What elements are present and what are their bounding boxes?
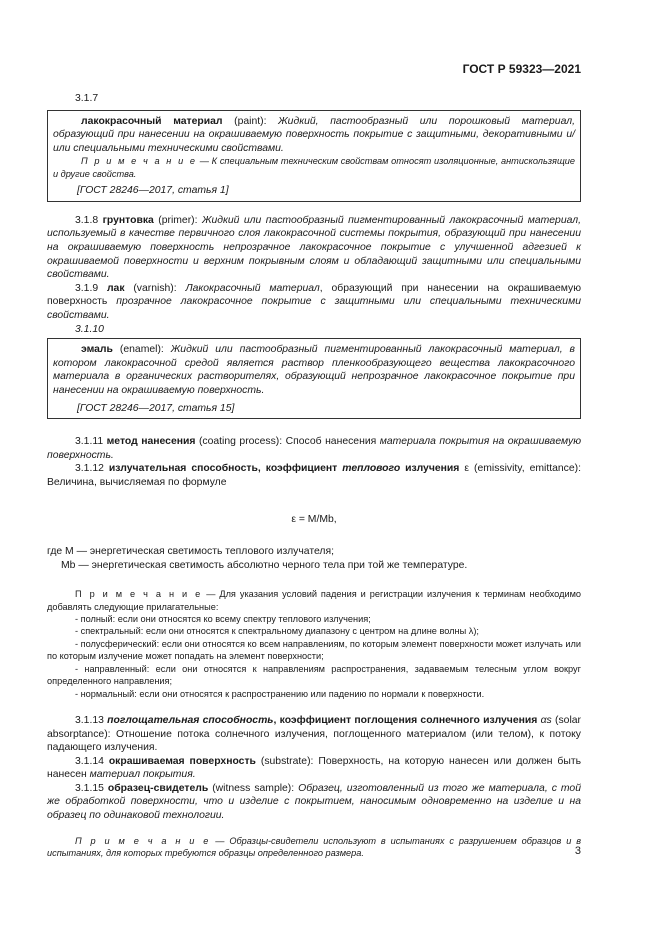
document-code: ГОСТ Р 59323—2021: [462, 62, 581, 76]
term-definition: лакокрасочный материал (paint): Жидкий, пастообразный или порошковый материал, образующий при нанесении на окрашиваемую поверхность покрытие с защитными, декоративными и/или специальными техническими свойствами.: [53, 115, 575, 154]
term-box-enamel: [47, 338, 581, 419]
note-item: - нормальный: если они относятся к распространению или падению по нормали к поверхности.: [75, 688, 485, 699]
formula-where-1: где M — энергетическая светимость теплового излучателя;: [47, 546, 334, 558]
note-item: - направленный: если они относятся к направлениям распространения, задаваемым телесным углом вокруг определенного направления;: [47, 663, 581, 687]
document-body: [47, 92, 581, 859]
term-definition-witness-sample: 3.1.15 образец-свидетель (witness sample): Образец, изготовленный из того же материала, с той же обработкой поверхности, что и изделие с покрытием, наносимым одновременно на изделие и на образец по одинаковой технологии.: [47, 782, 581, 822]
note-item: - полный: если они относятся ко всему спектру теплового излучения;: [75, 614, 371, 625]
term-definition: эмаль (enamel): Жидкий или пастообразный пигментированный лакокрасочный материал, в котором лакокрасочной средой является раствор пленкообразующего вещества лакокрасочного материала в органических растворителях, образующий непрозрачное лакокрасочное покрытие при нанесении на окрашиваемую поверхность.: [53, 344, 575, 396]
section-number: 3.1.7: [75, 93, 99, 104]
term-definition-solar-absorptance: 3.1.13 поглощательная способность, коэффициент поглощения солнечного излучения αs (solar absorptance): Отношение потока солнечного излучения, поглощенного материалом (или телом), к потоку падающего излучения.: [47, 714, 581, 754]
term-definition-coating-process: 3.1.11 метод нанесения (coating process): Способ нанесения материала покрытия на окрашиваемую поверхность.: [47, 436, 582, 461]
formula: ε = M/Mb,: [291, 514, 337, 526]
term-definition-varnish: 3.1.9 лак (varnish): Лакокрасочный материал, образующий при нанесении на окрашиваемую поверхность прозрачное лакокрасочное покрытие с защитными или специальными техническими свойствами.: [47, 282, 581, 321]
term-source: [ГОСТ 28246—2017, статья 15]: [77, 402, 235, 414]
term-note: П р и м е ч а н и е — К специальным техническим свойствам относят изоляционные, антискользящие и другие свойства.: [53, 156, 575, 179]
note-intro: П р и м е ч а н и е — Для указания условий падения и регистрации излучения к терминам необходимо добавлять следующие прилагательные:: [47, 589, 582, 612]
term-box-paint: [47, 110, 581, 202]
term-note: П р и м е ч а н и е — Образцы-свидетели используют в испытаниях с разрушением образцов и в испытаниях, для которых требуются образцы определенного размера.: [47, 835, 581, 859]
section-number: 3.1.10: [75, 323, 104, 335]
formula-where-2: Mb — энергетическая светимость абсолютно черного тела при той же температуре.: [61, 559, 468, 571]
note-item: - полусферический: если они относятся ко всем направлениям, по которым элемент поверхности может излучать или по которым излучение может попадать на элемент поверхности;: [47, 638, 581, 662]
emissivity-notes: [47, 588, 581, 700]
note-item: - спектральный: если они относятся к спектральному диапазону с центром на длине волны λ);: [75, 626, 479, 637]
term-definition-emissivity: 3.1.12 излучательная способность, коэффициент теплового излучения ε (emissivity, emittance): Величина, вычисляемая по формуле: [47, 463, 581, 488]
term-source: [ГОСТ 28246—2017, статья 1]: [77, 185, 229, 197]
page-number: 3: [574, 845, 581, 857]
term: лакокрасочный материал: [81, 115, 223, 127]
term-definition-substrate: 3.1.14 окрашиваемая поверхность (substrate): Поверхность, на которую нанесен или должен быть нанесен материал покрытия.: [47, 755, 581, 781]
term-definition-primer: 3.1.8 грунтовка (primer): Жидкий или пастообразный пигментированный лакокрасочный материал, используемый в качестве первичного слоя лакокрасочной системы покрытия, образующий при нанесении на окрашиваемую поверхность непрозрачное лакокрасочное покрытие с улучшенной адгезией к окрашиваемой поверхности и верхним покрывным слоям и обладающий защитными или специальными свойствами.: [47, 214, 582, 281]
